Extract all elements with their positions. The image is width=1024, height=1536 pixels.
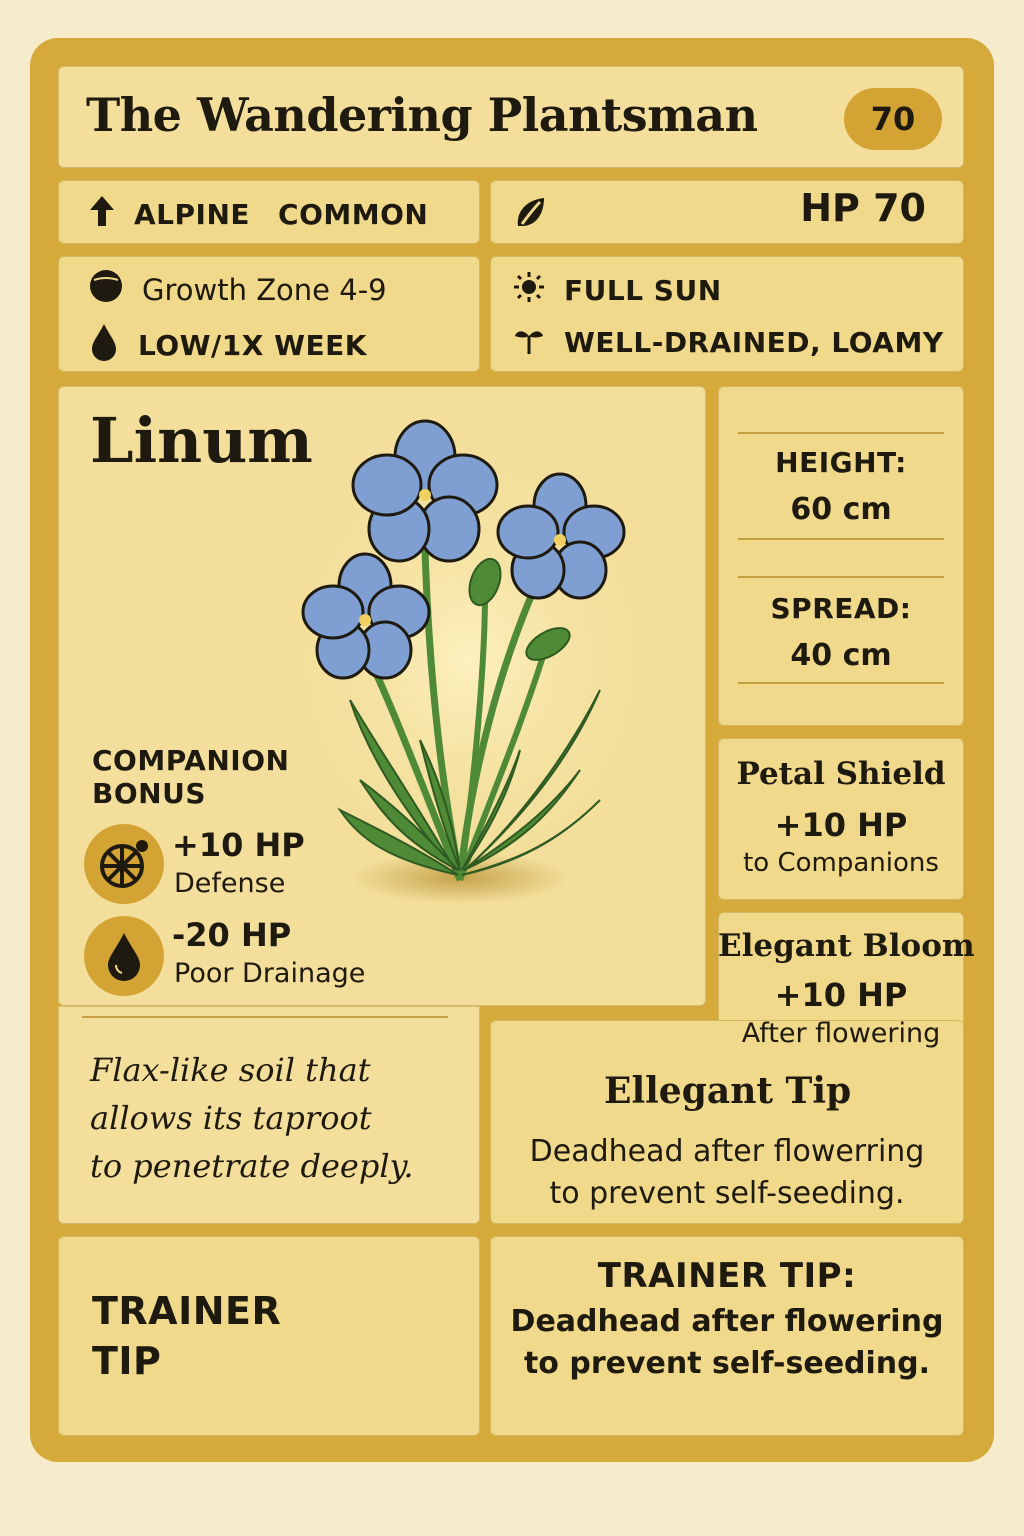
stats-rule-mid2 xyxy=(738,576,944,578)
water-need: LOW/1X WEEK xyxy=(138,329,367,362)
conditions-panel-left xyxy=(58,256,480,372)
stats-rule-bottom xyxy=(738,682,944,684)
companion-heading: COMPANION BONUS xyxy=(92,744,290,810)
ability2-value: +10 HP xyxy=(774,976,908,1014)
tip2-line1: Deadhead after flowering xyxy=(510,1304,944,1339)
ability-petal-shield xyxy=(718,738,964,900)
tip1-title: Ellegant Tip xyxy=(604,1070,852,1112)
stats-rule-mid xyxy=(738,538,944,540)
soil-type: WELL-DRAINED, LOAMY xyxy=(564,326,944,359)
ability1-desc: to Companions xyxy=(743,848,939,878)
tip1-line1: Deadhead after flowerring xyxy=(529,1134,925,1169)
hp-badge: 70 xyxy=(844,88,942,150)
hp-label: HP 70 xyxy=(800,186,926,230)
bonus2-label: Poor Drainage xyxy=(174,958,366,989)
spread-label: SPREAD: xyxy=(770,592,912,625)
hp-panel xyxy=(490,180,964,244)
bonus1-label: Defense xyxy=(174,868,286,899)
stats-rule-top xyxy=(738,432,944,434)
water-drop-icon xyxy=(88,322,120,369)
ladybug-wheel-icon xyxy=(84,824,164,904)
ability1-value: +10 HP xyxy=(774,806,908,844)
flavor-divider xyxy=(82,1016,448,1018)
linum-flower-illustration xyxy=(270,400,690,920)
tip2-line2: to prevent self-seeding. xyxy=(523,1346,931,1381)
tip2-title: TRAINER TIP: xyxy=(597,1256,857,1296)
sun-icon xyxy=(512,270,546,311)
spread-value: 40 cm xyxy=(790,638,892,673)
trainer-label-panel xyxy=(58,1236,480,1436)
height-label: HEIGHT: xyxy=(775,446,907,479)
trainer-label: TRAINER TIP xyxy=(92,1289,282,1383)
bonus1-value: +10 HP xyxy=(172,826,305,864)
tip1-line2: to prevent self-seeding. xyxy=(549,1176,905,1211)
drop-icon xyxy=(84,916,164,996)
growth-zone: Growth Zone 4-9 xyxy=(142,272,387,307)
trainer-tip-panel xyxy=(490,1236,964,1436)
height-value: 60 cm xyxy=(790,492,892,527)
plant-name: Linum xyxy=(90,404,313,477)
ability2-desc: After flowering xyxy=(741,1018,941,1049)
rarity-label: COMMON xyxy=(278,198,429,231)
sprout-icon xyxy=(512,322,546,363)
arrow-up-icon xyxy=(88,194,116,235)
ability2-name: Elegant Bloom xyxy=(718,928,975,964)
title-panel xyxy=(58,66,964,168)
stats-panel xyxy=(718,386,964,726)
bonus2-value: -20 HP xyxy=(172,916,292,954)
flavor-text: Flax-like soil that allows its taproot to penetrate deeply. xyxy=(90,1051,414,1185)
conditions-panel-right xyxy=(490,256,964,372)
moon-icon xyxy=(88,268,124,311)
flame-leaf-icon xyxy=(514,194,548,234)
card-title: The Wandering Plantsman xyxy=(86,88,758,142)
type-panel xyxy=(58,180,480,244)
sun-need: FULL SUN xyxy=(564,274,722,307)
ability1-name: Petal Shield xyxy=(736,756,946,792)
type-label: ALPINE xyxy=(134,198,251,231)
